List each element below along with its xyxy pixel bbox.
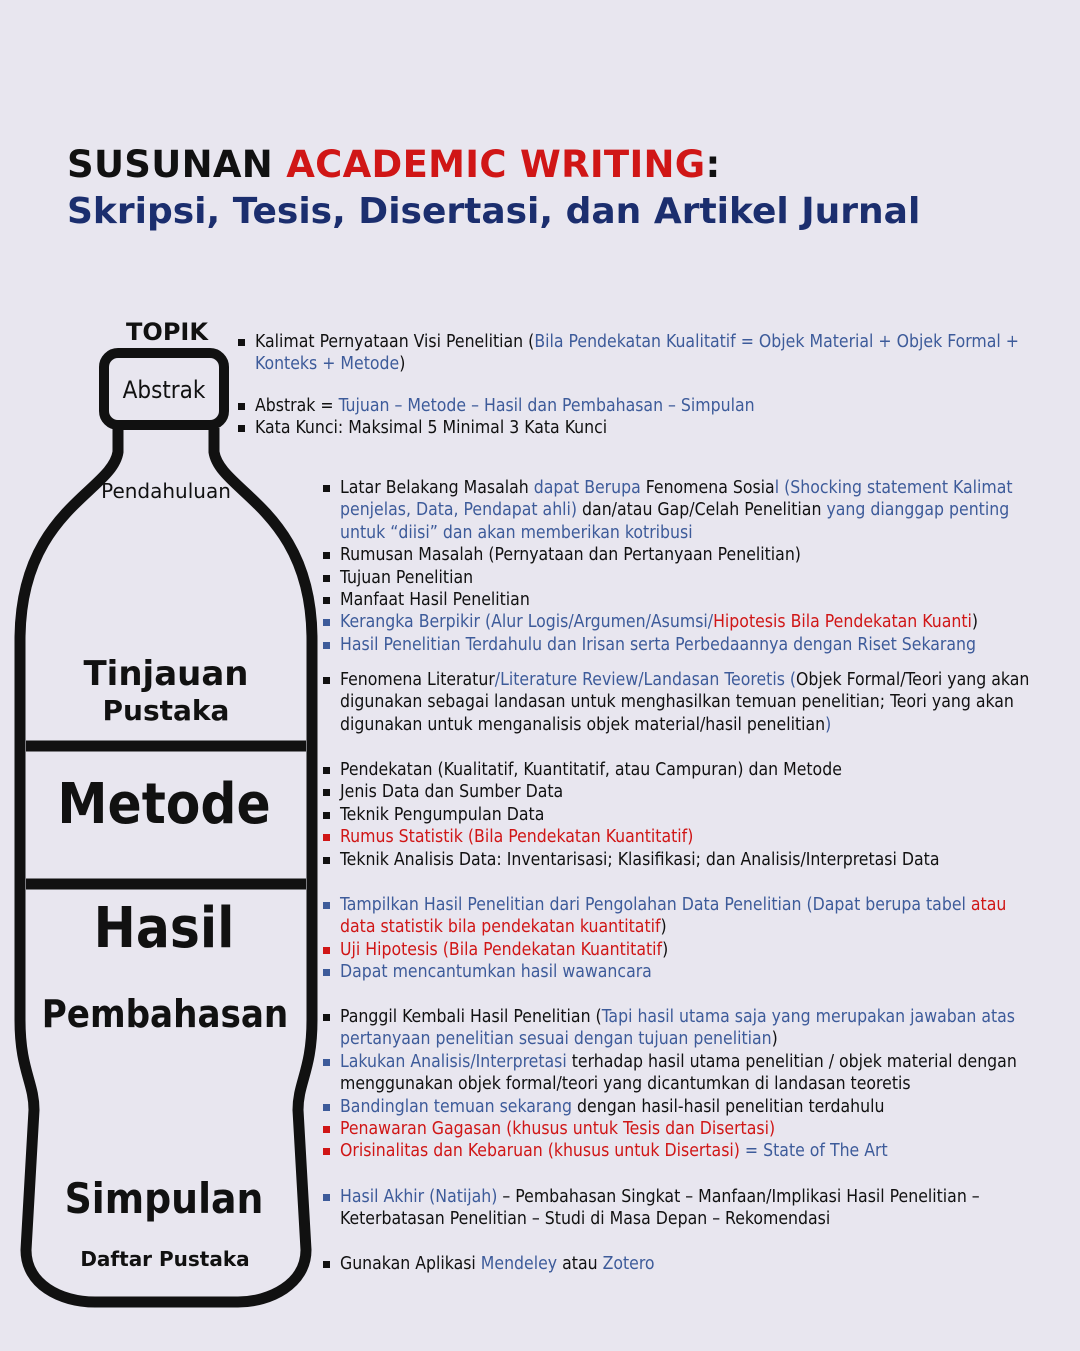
daftar-pustaka-list — [323, 1253, 1023, 1275]
title-line-2: Skripsi, Tesis, Disertasi, dan Artikel Jurnal — [67, 191, 921, 232]
list-item: Tampilkan Hasil Penelitian dari Pengolahan Data Penelitian (Dapat berupa tabel atau data statistik bila pendekatan kuantitatif) — [323, 894, 1043, 939]
list-item: Kerangka Berpikir (Alur Logis/Argumen/Asumsi/Hipotesis Bila Pendekatan Kuanti) — [323, 611, 1013, 633]
list-item: Orisinalitas dan Kebaruan (khusus untuk Disertasi) = State of The Art — [323, 1140, 1043, 1162]
simpulan-list — [323, 1186, 1073, 1231]
metode-list — [323, 759, 1063, 871]
title-highlight: ACADEMIC WRITING — [286, 143, 706, 186]
pendahuluan-list — [323, 477, 1013, 656]
list-item: Kata Kunci: Maksimal 5 Minimal 3 Kata Kunci — [238, 417, 1038, 439]
pembahasan-list — [323, 1006, 1043, 1163]
list-item: Teknik Pengumpulan Data — [323, 804, 1063, 826]
bottle-label-abstrak: Abstrak — [122, 376, 206, 404]
list-item: Rumusan Masalah (Pernyataan dan Pertanyaan Penelitian) — [323, 544, 1013, 566]
list-item: Kalimat Pernyataan Visi Penelitian (Bila Pendekatan Kualitatif = Objek Material + Objek Formal + Konteks + Metode) — [238, 331, 1038, 376]
list-item: Manfaat Hasil Penelitian — [323, 589, 1013, 611]
tinjauan-list — [323, 669, 1063, 736]
bottle-label-hasil: Hasil — [93, 896, 235, 961]
list-item: Panggil Kembali Hasil Penelitian (Tapi hasil utama saja yang merupakan jawaban atas pertanyaan penelitian sesuai dengan tujuan penelitian) — [323, 1006, 1043, 1051]
list-item: Hasil Akhir (Natijah) – Pembahasan Singkat – Manfaan/Implikasi Hasil Penelitian – Keterbatasan Penelitian – Studi di Masa Depan – Rekomendasi — [323, 1186, 1073, 1231]
list-item: Penawaran Gagasan (khusus untuk Tesis dan Disertasi) — [323, 1118, 1043, 1140]
list-item: Lakukan Analisis/Interpretasi terhadap hasil utama penelitian / objek material dengan menggunakan objek formal/teori yang dicantumkan di landasan teoretis — [323, 1051, 1043, 1096]
list-item: Gunakan Aplikasi Mendeley atau Zotero — [323, 1253, 1023, 1275]
bottle-label-metode: Metode — [57, 772, 271, 837]
bottle-label-daftar-pustaka: Daftar Pustaka — [80, 1247, 250, 1271]
list-item: Tujuan Penelitian — [323, 567, 1013, 589]
list-item: Uji Hipotesis (Bila Pendekatan Kuantitatif) — [323, 939, 1043, 961]
abstrak-list — [238, 331, 1038, 440]
list-item: Pendekatan (Kualitatif, Kuantitatif, atau Campuran) dan Metode — [323, 759, 1063, 781]
bottle-label-pustaka: Pustaka — [102, 694, 230, 727]
list-item: Bandinglan temuan sekarang dengan hasil-hasil penelitian terdahulu — [323, 1096, 1043, 1118]
list-item: Jenis Data dan Sumber Data — [323, 781, 1063, 803]
bottle-label-tinjauan: Tinjauan — [83, 654, 249, 694]
bottle-label-pembahasan: Pembahasan — [41, 992, 289, 1036]
list-item: Dapat mencantumkan hasil wawancara — [323, 961, 1043, 983]
list-item: Fenomena Literatur/Literature Review/Landasan Teoretis (Objek Formal/Teori yang akan digunakan sebagai landasan untuk menghasilkan temuan penelitian; Teori yang akan digunakan untuk menganalisis objek material/hasil penelitian) — [323, 669, 1063, 736]
list-item: Abstrak = Tujuan – Metode – Hasil dan Pembahasan – Simpulan — [238, 395, 1038, 417]
title-prefix: SUSUNAN — [67, 143, 287, 186]
hasil-list — [323, 894, 1043, 984]
list-item: Rumus Statistik (Bila Pendekatan Kuantitatif) — [323, 826, 1063, 848]
title-suffix: : — [705, 143, 721, 186]
list-item: Latar Belakang Masalah dapat Berupa Fenomena Sosial (Shocking statement Kalimat penjelas, Data, Pendapat ahli) dan/atau Gap/Celah Penelitian yang dianggap penting untuk “diisi” dan akan memberikan kotribusi — [323, 477, 1013, 544]
list-item: Teknik Analisis Data: Inventarisasi; Klasifikasi; dan Analisis/Interpretasi Data — [323, 849, 1063, 871]
bottle-label-pendahuluan: Pendahuluan — [101, 479, 231, 503]
bottle-outline — [20, 428, 312, 1302]
list-item: Hasil Penelitian Terdahulu dan Irisan serta Perbedaannya dengan Riset Sekarang — [323, 634, 1013, 656]
bottle-label-simpulan: Simpulan — [64, 1174, 264, 1223]
bottle-label-topik: TOPIK — [126, 318, 208, 346]
